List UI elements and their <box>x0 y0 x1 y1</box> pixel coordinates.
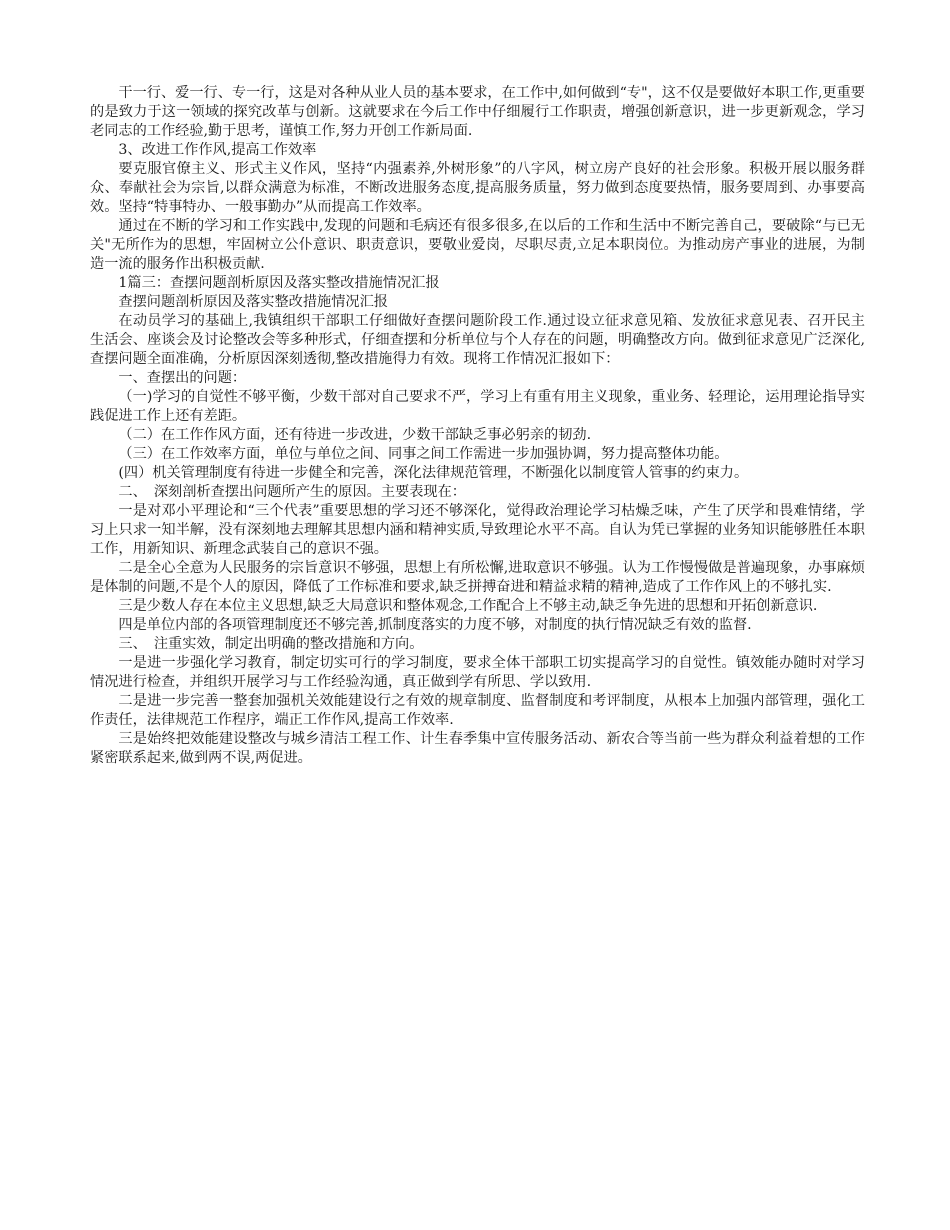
paragraph-report-intro: 在动员学习的基础上,我镇组织干部职工仔细做好查摆问题阶段工作.通过设立征求意见箱、发放征求意见表、召开民主生活会、座谈会及讨论整改会等多种形式，仔细查摆和分析单位与个人存在的问题，明确整改方向。做到征求意见广泛深化,查摆问题全面准确，分析原因深刻透彻,整改措施得力有效。现将工作情况汇报如下： <box>90 313 865 367</box>
measure-item-3: 三是始终把效能建设整改与城乡清洁工程工作、计生春季集中宣传服务活动、新农合等当前一些为群众利益着想的工作紧密联系起来,做到两不误,两促进。 <box>90 731 865 766</box>
measure-item-2: 二是进一步完善一整套加强机关效能建设行之有效的规章制度、监督制度和考评制度，从根本上加强内部管理，强化工作责任，法律规范工作程序，端正工作作风,提高工作效率. <box>90 693 865 728</box>
paragraph-work-style: 要克服官僚主义、形式主义作风，坚持“内强素养,外树形象”的八字风，树立房产良好的社会形象。积极开展以服务群众、奉献社会为宗旨,以群众满意为标准，不断改进服务态度,提高服务质量，努力做到态度要热情，服务要周到、办事要高效。坚持“特事特办、一般事勤办”从而提高工作效率。 <box>90 161 865 215</box>
cause-item-1: 一是对邓小平理论和“三个代表”重要思想的学习还不够深化，觉得政治理论学习枯燥乏味，产生了厌学和畏难情绪，学习上只求一知半解，没有深刻地去理解其思想内涵和精神实质,导致理论水平不高。自认为凭已掌握的业务知识能够胜任本职工作，用新知识、新理念武装自己的意识不强。 <box>90 503 865 557</box>
problem-item-2: （二）在工作作风方面，还有待进一步改进，少数干部缺乏事必躬亲的韧劲. <box>118 427 592 443</box>
heading-causes: 二、 深刻剖析查摆出问题所产生的原因。主要表现在： <box>118 484 466 500</box>
measure-item-1: 一是进一步强化学习教育，制定切实可行的学习制度，要求全体干部职工切实提高学习的自觉性。镇效能办随时对学习情况进行检查，并组织开展学习与工作经验沟通，真正做到学有所思、学以致用. <box>90 655 865 690</box>
paragraph-intro: 干一行、爱一行、专一行，这是对各种从业人员的基本要求，在工作中,如何做到“专"，这不仅是要做好本职工作,更重要的是致力于这一领域的探究改革与创新。这就要求在今后工作中仔细履行工作职责，增强创新意识，进一步更新观念，学习老同志的工作经验,勤于思考，谨慎工作,努力开创工作新局面. <box>90 85 865 139</box>
problem-item-1: （一)学习的自觉性不够平衡，少数干部对自己要求不严，学习上有重有用主义现象，重业务、轻理论，运用理论指导实践促进工作上还有差距。 <box>90 389 865 424</box>
report-title: 查摆问题剖析原因及落实整改措施情况汇报 <box>118 294 388 310</box>
cause-item-3: 三是少数人存在本位主义思想,缺乏大局意识和整体观念,工作配合上不够主动,缺乏争先进的思想和开拓创新意识. <box>118 598 818 614</box>
cause-item-4: 四是单位内部的各项管理制度还不够完善,抓制度落实的力度不够，对制度的执行情况缺乏有效的监督. <box>118 617 752 633</box>
cause-item-2: 二是全心全意为人民服务的宗旨意识不够强，思想上有所松懈,进取意识不够强。认为工作慢慢做是普遍现象，办事麻烦是体制的问题,不是个人的原因，降低了工作标准和要求,缺乏拼搏奋进和精益求精的精神,造成了工作作风上的不够扎实. <box>90 560 865 595</box>
heading-improve-work-style: 3、改进工作作风,提高工作效率 <box>118 142 317 158</box>
paragraph-conclusion: 通过在不断的学习和工作实践中,发现的问题和毛病还有很多很多,在以后的工作和生活中不断完善自己，要破除“与已无关"无所作为的思想，牢固树立公仆意识、职责意识，要敬业爱岗，尽职尽责,立足本职岗位。为推动房产事业的进展，为制造一流的服务作出积极贡献. <box>90 218 865 272</box>
problem-item-3: （三）在工作效率方面，单位与单位之间、同事之间工作需进一步加强协调，努力提高整体功能。 <box>118 446 729 462</box>
section-heading-part-three: 1篇三：查摆问题剖析原因及落实整改措施情况汇报 <box>118 275 440 291</box>
heading-problems-found: 一、查摆出的问题： <box>118 370 247 386</box>
heading-measures: 三、 注重实效，制定出明确的整改措施和方向。 <box>118 636 424 652</box>
problem-item-4: (四）机关管理制度有待进一步健全和完善，深化法律规范管理，不断强化以制度管人管事的约束力。 <box>118 465 749 481</box>
document-body <box>90 84 865 768</box>
